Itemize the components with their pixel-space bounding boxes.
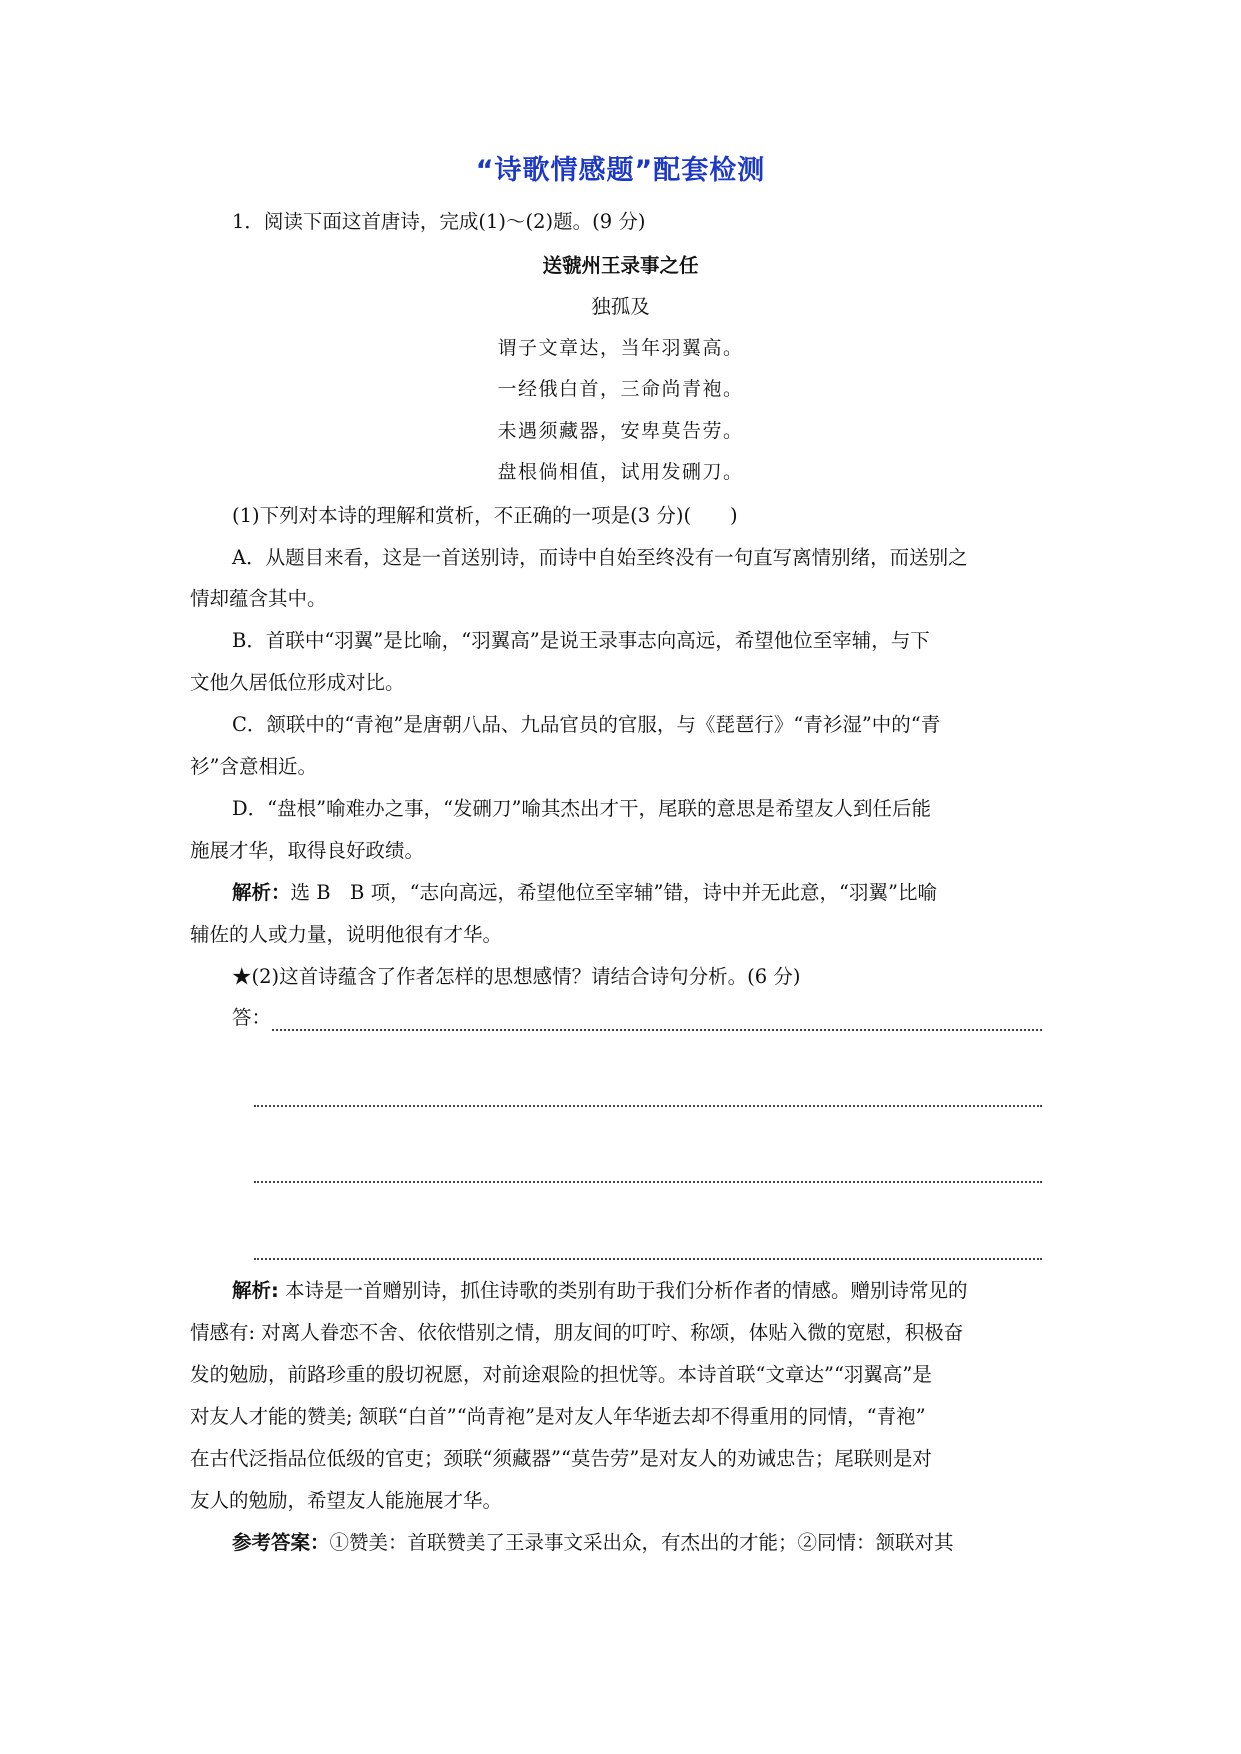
sub2-analysis-line-4: 对友人才能的赞美; 颔联“白首”“尚青袍”是对友人年华逝去却不得重用的同情，“青袍” — [190, 1405, 926, 1428]
poem-line-3: 未遇须藏器，安卑莫告劳。 — [497, 420, 744, 442]
sub1-stem: (1)下列对本诗的理解和赏析，不正确的一项是(3 分)( ) — [232, 504, 738, 527]
option-b-line-2: 文他久居低位形成对比。 — [190, 671, 405, 694]
option-a-line-2: 情却蕴含其中。 — [190, 587, 327, 610]
sub2-stem: ★(2)这首诗蕴含了作者怎样的思想感情？请结合诗句分析。(6 分) — [232, 965, 801, 988]
option-a-line-1: A．从题目来看，这是一首送别诗，而诗中自始至终没有一句直写离情别绪，而送别之 — [232, 546, 968, 569]
sub2-analysis-line-1 — [232, 1277, 1060, 1305]
question-1-prompt: 1．阅读下面这首唐诗，完成(1)～(2)题。(9 分) — [232, 210, 646, 233]
poem-title: 送虢州王录事之任 — [542, 254, 699, 277]
poem-line-2: 一经俄白首，三命尚青袍。 — [497, 378, 744, 400]
option-d-line-1: D．“盘根”喻难办之事，“发硎刀”喻其杰出才干，尾联的意思是希望友人到任后能 — [232, 797, 932, 820]
option-c-line-1: C．颔联中的“青袍”是唐朝八品、九品官员的官服，与《琵琶行》“青衫湿”中的“青 — [232, 713, 941, 736]
analysis-label: 解析： — [232, 881, 291, 904]
sub1-analysis-line-1 — [232, 879, 1060, 907]
answer-line-4[interactable] — [254, 1258, 1042, 1260]
option-d-line-2: 施展才华，取得良好政绩。 — [190, 839, 425, 862]
sub2-analysis-line-3: 发的勉励，前路珍重的殷切祝愿，对前途艰险的担忧等。本诗首联“文章达”“羽翼高”是 — [190, 1363, 932, 1386]
answer-line-3[interactable] — [254, 1181, 1042, 1183]
analysis-text-2: 本诗是一首赠别诗，抓住诗歌的类别有助于我们分析作者的情感。赠别诗常见的 — [278, 1279, 968, 1302]
poem-author: 独孤及 — [591, 295, 650, 318]
reference-answer-label: 参考答案： — [232, 1531, 330, 1554]
page-title: “诗歌情感题”配套检测 — [475, 155, 766, 186]
reference-answer-line-1 — [232, 1529, 1060, 1557]
option-b-line-1: B．首联中“羽翼”是比喻，“羽翼高”是说王录事志向高远，希望他位至宰辅，与下 — [232, 629, 930, 652]
reference-answer-text: ①赞美：首联赞美了王录事文采出众，有杰出的才能；②同情：颔联对其 — [329, 1531, 954, 1554]
analysis-label-2: 解析: — [232, 1279, 279, 1302]
sub2-analysis-line-6: 友人的勉励，希望友人能施展才华。 — [190, 1489, 503, 1512]
answer-label: 答： — [232, 1006, 272, 1029]
poem-line-4: 盘根倘相值，试用发硎刀。 — [497, 461, 744, 483]
poem-line-1: 谓子文章达，当年羽翼高。 — [497, 337, 744, 359]
sub2-analysis-line-2: 情感有: 对离人眷恋不舍、依依惜别之情，朋友间的叮咛、称颂，体贴入微的宽慰，积极奋 — [190, 1321, 964, 1344]
answer-line-2[interactable] — [254, 1105, 1042, 1107]
answer-line-1[interactable] — [272, 1029, 1042, 1031]
sub2-analysis-line-5: 在古代泛指品位低级的官吏；颈联“须藏器”“莫告劳”是对友人的劝诫忠告；尾联则是对 — [190, 1447, 932, 1470]
analysis-text: 选 B B 项，“志向高远，希望他位至宰辅”错，诗中并无此意，“羽翼”比喻 — [290, 881, 937, 904]
sub1-analysis-line-2: 辅佐的人或力量，说明他很有才华。 — [190, 923, 503, 946]
option-c-line-2: 衫”含意相近。 — [190, 755, 317, 778]
